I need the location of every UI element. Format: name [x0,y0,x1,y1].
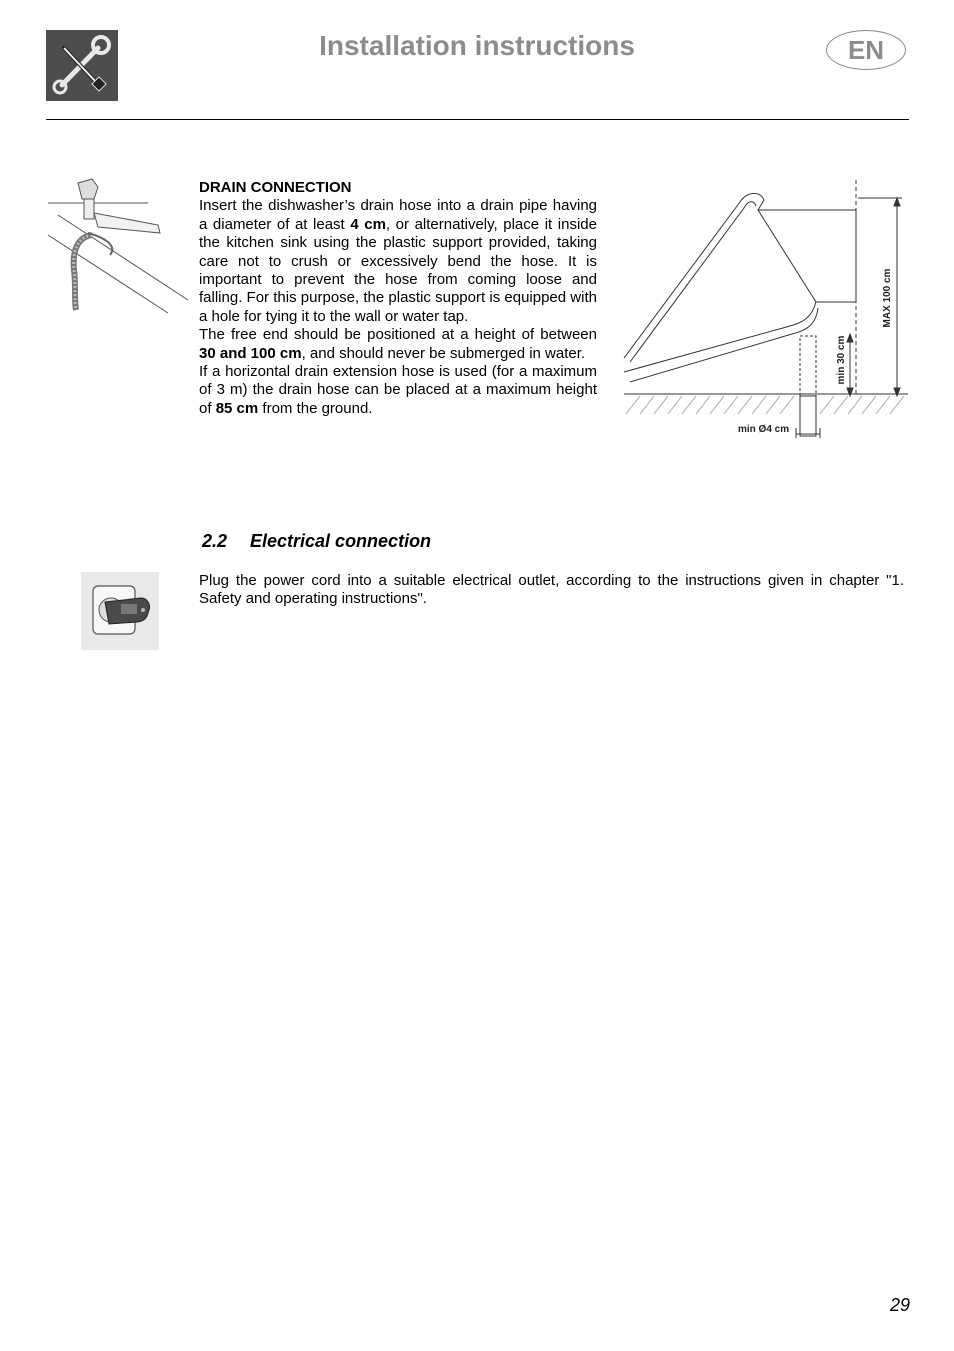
drain-heading: DRAIN CONNECTION [199,179,352,196]
drain-height-diagram [620,176,912,440]
drain-p1-text-c: , or alternatively, place it inside the kitchen sink using the plastic support provided, taking care not to crush or excessively bend the hose. It is important to prevent the hose from coming loose and falling. For this purpose, the plastic support is equipped with a hole for tying it to the wall or water tap. [199,215,597,325]
drain-p2-text-a: The free end should be positioned at a height of between [199,326,597,344]
electrical-paragraph: Plug the power cord into a suitable electrical outlet, according to the instructions given in chapter "1. Safety and operating instructions". [199,572,904,608]
drain-paragraph-1 [199,197,597,326]
drain-p2-text-c: , and should never be submerged in water. [301,344,586,362]
diagram-label-min-height: min 30 cm [836,335,847,385]
drain-paragraph-3 [199,363,597,418]
drain-paragraph-2 [199,326,597,363]
drain-p2-bold: 30 and 100 cm [199,344,302,362]
power-plug-illustration [81,572,159,650]
drain-p1-bold: 4 cm [350,215,386,233]
drain-p3-bold: 85 cm [215,399,259,417]
header-divider [46,119,909,120]
drain-p3-text-c: from the ground. [258,399,373,417]
faucet-hose-illustration [48,175,190,315]
drain-p3-text-a: If a horizontal drain extension hose is used (for a maximum of 3 m) the drain hose can be placed at a maximum height of [199,363,597,417]
diagram-label-max: MAX 100 cm [882,268,893,328]
page-number: 29 [889,1295,910,1315]
drain-connection-section [199,179,597,418]
drain-p1-text-a: Insert the dishwasher’s drain hose into a drain pipe having a diameter of at least [199,197,597,233]
diagram-label-diameter: min Ø4 cm [738,424,790,435]
language-badge: EN [826,30,906,70]
section-heading-electrical [202,531,431,552]
section-number: 2.2 [202,531,228,551]
page-title: Installation instructions [319,30,635,61]
section-title: Electrical connection [250,531,432,551]
